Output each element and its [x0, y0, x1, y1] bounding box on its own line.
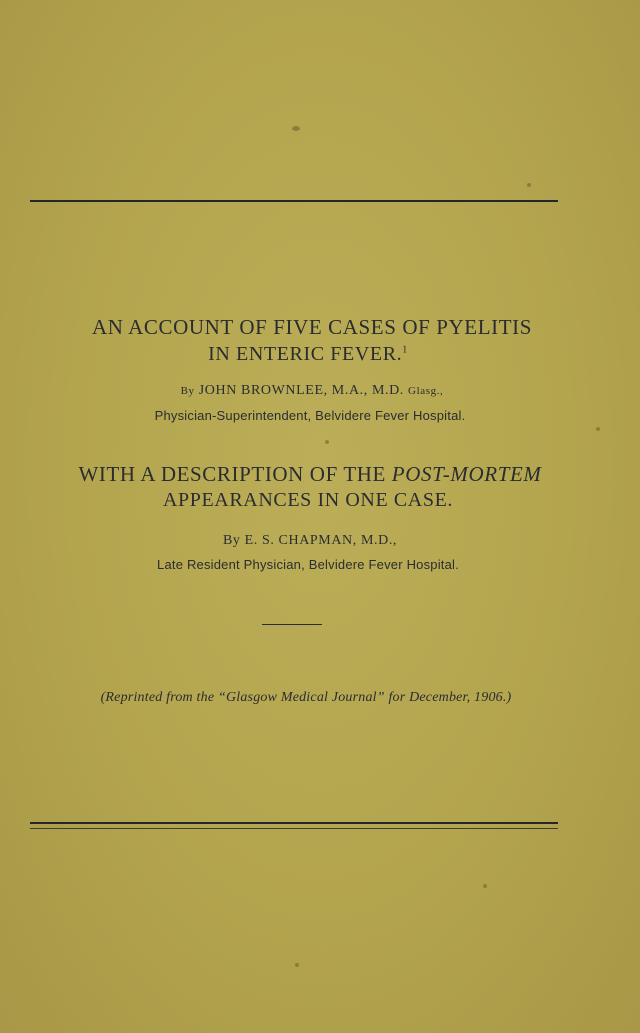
author-2-position [0, 557, 628, 572]
bottom-rule-thin [30, 828, 558, 829]
bottom-rule [30, 822, 558, 824]
top-rule [30, 200, 558, 202]
author-2-position-text: Late Resident Physician, Belvidere Fever Hospital. [157, 557, 459, 572]
author-1-position-text: Physician-Superintendent, Belvidere Fever Hospital. [154, 408, 466, 423]
paper-speck [596, 427, 600, 431]
title-line-4 [0, 489, 628, 512]
author-1-byline [0, 383, 632, 399]
paper-speck [483, 884, 487, 888]
title-line-3-italic: POST-MORTEM [391, 462, 542, 486]
paper-speck [292, 126, 300, 131]
title-line-4-text: APPEARANCES IN ONE CASE. [163, 489, 453, 511]
author-1-position [0, 408, 630, 423]
reprint-note-text: (Reprinted from the “Glasgow Medical Journal” for December, 1906.) [100, 690, 512, 705]
author-1-degree: Glasg., [408, 385, 444, 397]
author-2-prefix: By [222, 533, 241, 548]
paper-speck [295, 963, 299, 967]
paper-speck [325, 440, 329, 444]
title-line-2 [0, 343, 628, 366]
title-line-2-text: IN ENTERIC FEVER. [208, 343, 403, 365]
title-line-3-plain: WITH A DESCRIPTION OF THE [78, 462, 386, 486]
title-line-1-text: AN ACCOUNT OF FIVE CASES OF PYELITIS [91, 315, 533, 339]
title-line-1 [0, 315, 632, 340]
short-divider [262, 624, 322, 625]
author-2-byline [0, 533, 630, 549]
footnote-mark: 1 [402, 344, 408, 356]
title-line-3 [0, 462, 630, 487]
author-2-name: E. S. CHAPMAN, M.D., [244, 533, 398, 548]
paper-speck [527, 183, 531, 187]
reprint-note [0, 690, 626, 706]
author-1-prefix: By [180, 385, 195, 397]
author-1-name: JOHN BROWNLEE, M.A., M.D. [198, 383, 404, 398]
